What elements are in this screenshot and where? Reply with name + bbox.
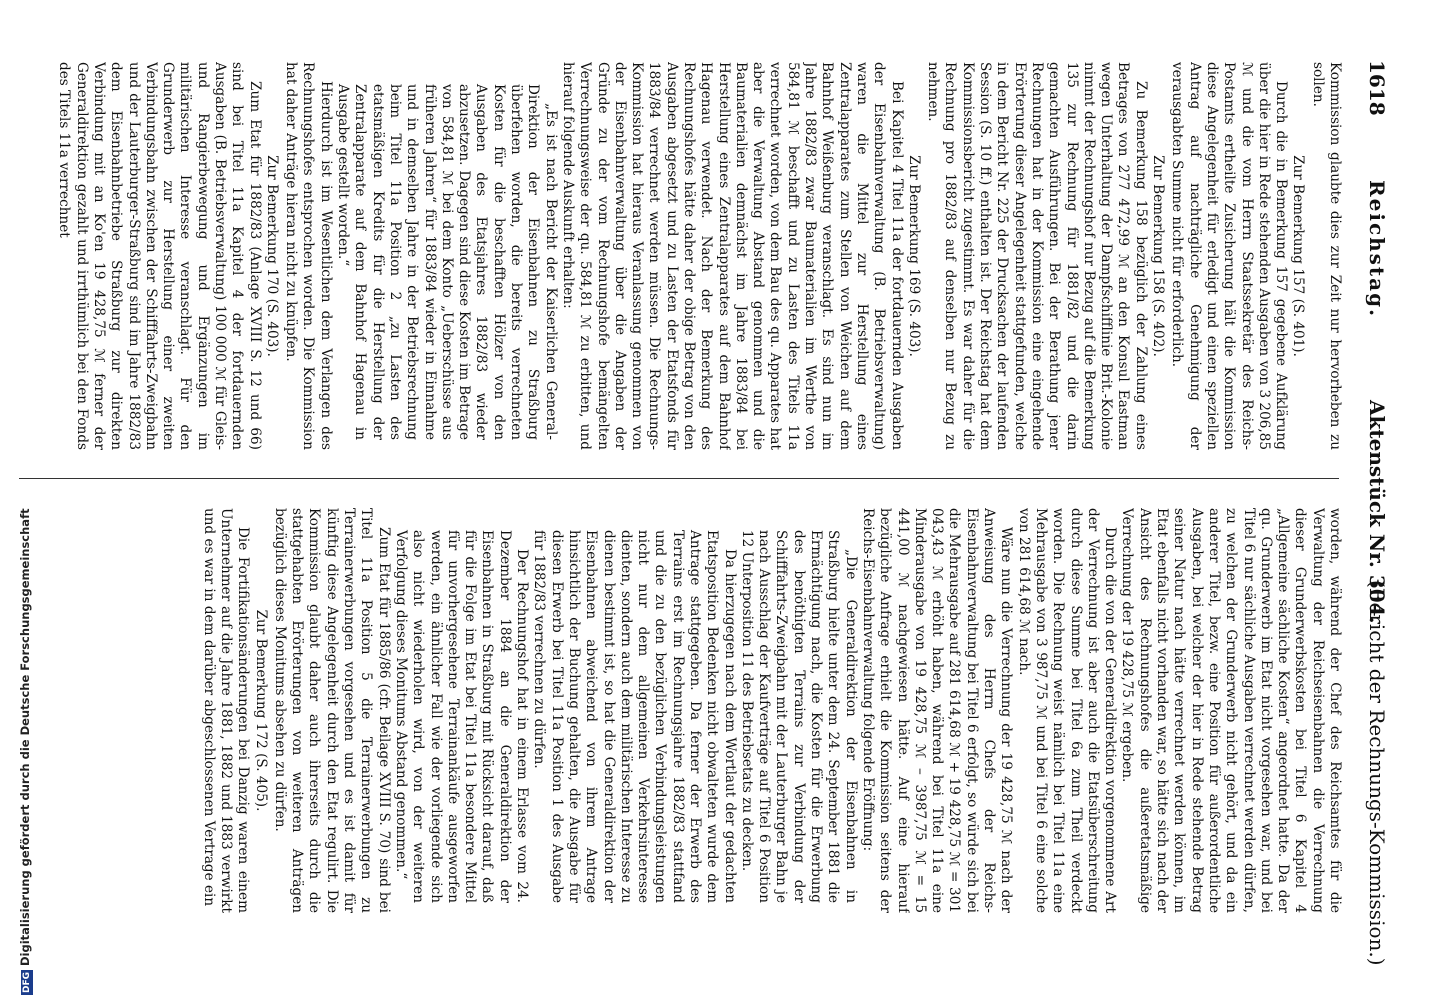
paragraph: Durch die von der Generaldirektion vorgenommene Art der Verrechnung ist aber auch die Etatsüberschreitung durch diese Summe bei Titel 6a zum Theil verdeckt worden. Die Rechnung weist nämlich bei Titel 11a eine Mehrausgabe von 3 987,75 ℳ und bei Titel 6 eine solche von 281 614,68 ℳ nach. xyxy=(1015,508,1119,913)
paragraph: Zu Bemerkung 158 bezüglich der Zahlung eines Betrages von 277 472,99 ℳ an den Konsul Eastman wegen Unterhaltung der Dampfschifflinie Brit.-Kolonie nimmt der Rechnungshof nur Bezug auf die Bemerkung 135 zur Rechnung für 1881/82 und die darin gemachten Ausführungen. Bei der Berathung jener Rechnungen hat in der Kommission eine eingehende Erörterung dieser Angelegenheit stattgefunden, welche in dem Bericht Nr. 225 der Drucksachen der laufenden Session (S. 10 ff.) enthalten ist. Der Reichstag hat dem Kommissionsbericht zugestimmt. Es war daher für die Rechnung pro 1882/83 auf denselben nur Bezug zu nehmen. xyxy=(925,62,1149,450)
paragraph: Hierdurch ist im Wesentlichen dem Verlangen des Rechnungshofes entsprochen worden. Die Kommission hat daher Anträge hieran nicht zu knüpfen. xyxy=(283,62,334,450)
paragraph: Zum Etat für 1885/86 (cfr. Beilage XVIII S. 70) sind bei Titel 11a Position 5 die Terrainerwerbungen zu Terrainerwerbungen vorgesehen und es ist damit für künftig diese Angelegenheit durch den Etat regulirt. Die Kommission glaubt daher auch ihrerseits durch die stattgehabten Erörterungen von weiteren Anträgen bezüglich dieses Monitums absehen zu dürfen. xyxy=(271,508,392,913)
section-heading: Zur Bemerkung 172 (S. 405). xyxy=(252,609,269,812)
section-heading: Zur Bemerkung 169 (S. 403). xyxy=(905,155,922,357)
section-heading: Zur Bemerkung 158 (S. 402). xyxy=(1150,155,1167,357)
quoted-paragraph: Da hierzugegen nach dem Wortlaut der gedachten Etatsposition Bedenken nicht obwalteten wurde dem Antrage stattgegeben. Da ferner der Erwerb des Terrains erst im Rechnungsjahre 1882/83 stattfand und die zu den bezüglichen Verbindungsleistungen nicht nur dem allgemeinen Verkehrsinteresse dienten, sondern auch dem militärischen Interesse zu dienen bestimmt ist, so hat die Generaldirektion der Eisenbahnen abweichend von ihrem Antrage hinsichtlich der Buchung gehalten, die Ausgabe für diesen Erwerb bei Titel 11a Position 1 des Ausgabe für 1882/83 verrechnen zu dürfen. xyxy=(531,530,738,903)
paragraph: Zum Etat für 1882/83 (Anlage XVIII S. 12 und 66) sind bei Titel 11a Kapitel 4 der fortdauernden Ausgaben (B. Betriebsverwaltung) 100 000 ℳ für Gleis- und Rangierbewegung und Ergänzungen im militärischen Interesse veranschlagt. Für den Grunderwerb zur Herstellung einer zweiten Verbindungsbahn zwischen der Schifffahrts-Zweigbahn und der Lauterburger-Straßburg sind im Jahre 1882/83 dem Eisenbahnbetriebe Straßburg zur direkten Verbindung mit an Ko'en 19 428,75 ℳ ferner der Generaldirektion gezahlt und irrthümlich bei den Fonds des Titels 11a verrechnet xyxy=(56,62,263,450)
column-divider xyxy=(19,478,1339,479)
paragraph: Durch die in Bemerkung 157 gegebene Aufklärung über die hier in Rede stehenden Ausgaben von 3 206,85 ℳ und die vom Herrn Staatssekretär des Reichs-Postamts ertheilte Zusicherung hält die Kommission diese Angelegenheit für erledigt und einen speziellen Antrag auf nachträgliche Genehmigung der verausgabten Summe nicht für erforderlich. xyxy=(1169,62,1290,450)
quoted-paragraph: „Die Generaldirektion der Eisenbahnen in Straßburg hielte unter dem 24. September 1881 die Ermächtigung nach, die Kosten für die Erwerbung des benöthigten Terrains zur Verbindung der Schifffahrts-Zweigbahn mit der Lauterburger Bahn je nach Ausschlag der Kaufverträge auf Titel 6 Position 12 Unterposition 11 des Betriebsetats zu decken. xyxy=(738,530,859,903)
page-number: 1618 xyxy=(1365,60,1389,116)
dfg-logo: DFG xyxy=(22,971,32,993)
paragraph: Wäre nun die Verrechnung der 19 428,75 ℳ nach der Anweisung des Herrn Chefs der Reichs-Eisenbahnverwaltung bei Titel 6 erfolgt, so würde sich bei die Mehrausgabe auf 281 614,68 ℳ + 19 428,75 ℳ = 301 043,43 ℳ erhöht haben, während bei Titel 11a eine Minderausgabe von 19 428,75 ℳ – 3987,75 ℳ = 15 441,00 ℳ nachgewiesen hätte. Auf eine hierauf bezügliche Anfrage erhielt die Kommission seitens der Reichs-Eisenbahnverwaltung folgende Eröffnung: xyxy=(859,508,1015,913)
quoted-paragraph: Der Rechnungshof hat in einem Erlasse vom 24. Dezember 1884 an die Generaldirektion der Eisenbahnen in Straßburg mit Rücksicht darauf, daß für die Folge im Etat bei Titel 11a besondere Mittel für unvorhergesehene Terrainankäufe ausgeworfen werden, ein ähnlicher Fall wie der vorliegende sich also nicht wiederholen wird, von der weiteren Verfolgung dieses Monitums Abstand genommen.“ xyxy=(392,530,531,903)
section-heading: Zur Bemerkung 157 (S. 401). xyxy=(1290,155,1307,357)
publication-title: Reichstag. xyxy=(1365,180,1389,319)
section-heading: Zur Bemerkung 170 (S. 403). xyxy=(263,155,280,357)
paragraph: Die Fortifikationsänderungen bei Danzig waren einem Unternehmer auf die Jahre 1881, 1882 und 1883 verwirkt und es war in dem darüber abgeschlossenen Vertrage ein xyxy=(200,508,252,913)
report-title: (Bericht der Rechnungs-Kommission.) xyxy=(1365,580,1389,966)
page-header xyxy=(1349,60,1389,966)
paragraph: Bei Kapitel 4 Titel 11a der fortdauernden Ausgaben der Eisenbahnverwaltung (B. Betriebsverwaltung) waren die Mittel zur Herstellung eines Zentralapparates zum Stellen von Weichen auf dem Bahnhof Weißenburg veranschlagt. Es sind nun im Jahre 1882/83 zwar Baumaterialien im Werthe von 584,81 ℳ beschafft und zu Lasten des Titels 11a verrechnet worden, von dem Bau des qu. Apparates hat aber die Verwaltung Abstand genommen und die Baumaterialien demnächst im Jahre 1883/84 bei Herstellung eines Zentralapparates auf dem Bahnhof Hagenau verwendet. Nach der Bemerkung des Rechnungshofes hätte daher der obige Betrag von den Ausgaben abgesetzt und zu Lasten der Etatsfonds für 1883/84 verrechnet werden müssen. Die Rechnungs-Kommission hat hieraus Veranlassung genommen von der Eisenbahnverwaltung über die Angaben der Gründe zu der vom Rechnungshofe bemängelten Verrechnungsweise der qu. 584,81 ℳ zu erbitten, und hierauf folgende Auskunft erhalten: xyxy=(559,62,905,450)
left-column xyxy=(13,62,1343,450)
paragraph: worden, während der Chef des Reichsamtes für die Verwaltung der Reichseisenbahnen die Verrechnung dieser Grunderwerbskosten bei Titel 6 Kapitel 4 „Allgemeine sächliche Kosten“ angeordnet hatte. Da der qu. Grunderwerb im Etat nicht vorgesehen war, und bei Titel 6 nur sächliche Ausgaben verrechnet werden dürfen, zu welchen der Grunderwerb nicht gehört, und da ein anderer Titel, bezw. eine Position für außerordentliche Ausgaben, bei welcher der hier in Rede stehende Betrag seiner Natur nach hätte verrechnet werden können, im Etat ebenfalls nicht vorhanden war, so hätte sich nach der Ansicht des Rechnungshofes die außeretatsmäßige Verrechnung der 19 428,75 ℳ ergeben. xyxy=(1119,508,1343,913)
paragraph: Kommission glaubte dies zur Zeit nur hervorheben zu sollen. xyxy=(1309,62,1343,450)
document-number: Aktenstück Nr. 304. xyxy=(1365,400,1389,624)
right-column xyxy=(13,508,1343,913)
footer-text: Digitalisierung gefördert durch die Deutsche Forschungsgemeinschaft xyxy=(18,508,32,966)
quoted-paragraph: „Es ist nach Bericht der Kaiserlichen General-Direktion der Eisenbahnen zu Straßburg überfehen worden, die bereits verrechneten Kosten für die beschafften Hölzer von den Ausgaben des Etatsjahres 1882/83 wieder abzusetzen. Dagegen sind diese Kosten im Betrage von 584,81 ℳ bei dem Konto „Ueberschüsse aus früheren Jahren“ für 1883/84 wieder in Einnahme und in demselben Jahre in der Betriebsrechnung beim Titel 11a Position 2 „zu Lasten des etatsmäßigen Kredits für die Herstellung der Zentralapparate auf dem Bahnhof Hagenau in Ausgabe gestellt worden.“ xyxy=(335,84,559,440)
